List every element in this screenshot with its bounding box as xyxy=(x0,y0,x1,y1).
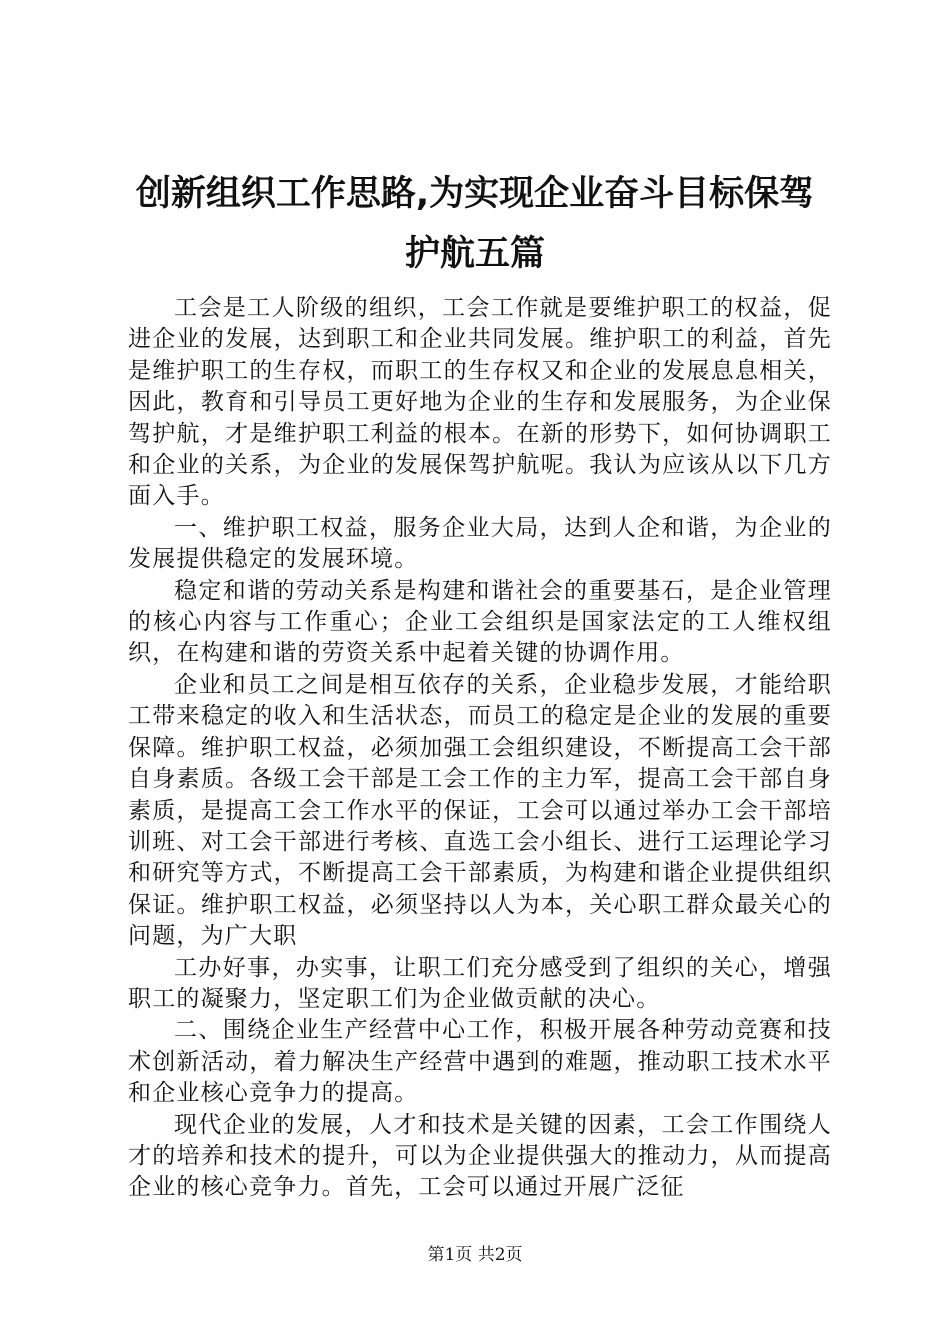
paragraph-section-two-heading: 二、围绕企业生产经营中心工作，积极开展各种劳动竞赛和技术创新活动，着力解决生产经营中遇到的难题，推动职工技术水平和企业核心竞争力的提高。 xyxy=(128,1017,832,1107)
page-number-footer: 第1页 共2页 xyxy=(427,1245,523,1265)
paragraph-section-one-heading: 一、维护职工权益，服务企业大局，达到人企和谐，为企业的发展提供稳定的发展环境。 xyxy=(128,514,832,573)
paragraph-enterprise-employees: 企业和员工之间是相互依存的关系，企业稳步发展，才能给职工带来稳定的收入和生活状态，而员工的稳定是企业的发展的重要保障。维护职工权益，必须加强工会组织建设，不断提高工会干部自身素质。各级工会干部是工会工作的主力军，提高工会干部自身素质，是提高工会工作水平的保证，工会可以通过举办工会干部培训班、对工会干部进行考核、直选工会小组长、进行工运理论学习和研究等方式，不断提高工会干部素质，为构建和谐企业提供组织保证。维护职工权益，必须坚持以人为本，关心职工群众最关心的问题，为广大职 xyxy=(128,671,832,950)
paragraph-modern-enterprise: 现代企业的发展，人才和技术是关键的因素，工会工作围绕人才的培养和技术的提升，可以为企业提供强大的推动力，从而提高企业的核心竞争力。首先，工会可以通过开展广泛征 xyxy=(128,1111,832,1201)
title-line-1: 创新组织工作思路,为实现企业奋斗目标保驾 xyxy=(135,174,815,214)
document-body xyxy=(128,293,832,1204)
document-title xyxy=(120,164,830,284)
title-line-2: 护航五篇 xyxy=(404,234,545,274)
paragraph-intro: 工会是工人阶级的组织，工会工作就是要维护职工的权益，促进企业的发展，达到职工和企业共同发展。维护职工的利益，首先是维护职工的生存权，而职工的生存权又和企业的发展息息相关，因此，教育和引导员工更好地为企业的生存和发展服务，为企业保驾护航，才是维护职工利益的根本。在新的形势下，如何协调职工和企业的关系，为企业的发展保驾护航呢。我认为应该从以下几方面入手。 xyxy=(128,295,832,510)
paragraph-good-deeds: 工办好事，办实事，让职工们充分感受到了组织的关心，增强职工的凝聚力，坚定职工们为企业做贡献的决心。 xyxy=(128,954,832,1012)
paragraph-labor-relations: 稳定和谐的劳动关系是构建和谐社会的重要基石，是企业管理的核心内容与工作重心；企业工会组织是国家法定的工人维权组织，在构建和谐的劳资关系中起着关键的协调作用。 xyxy=(128,577,832,667)
